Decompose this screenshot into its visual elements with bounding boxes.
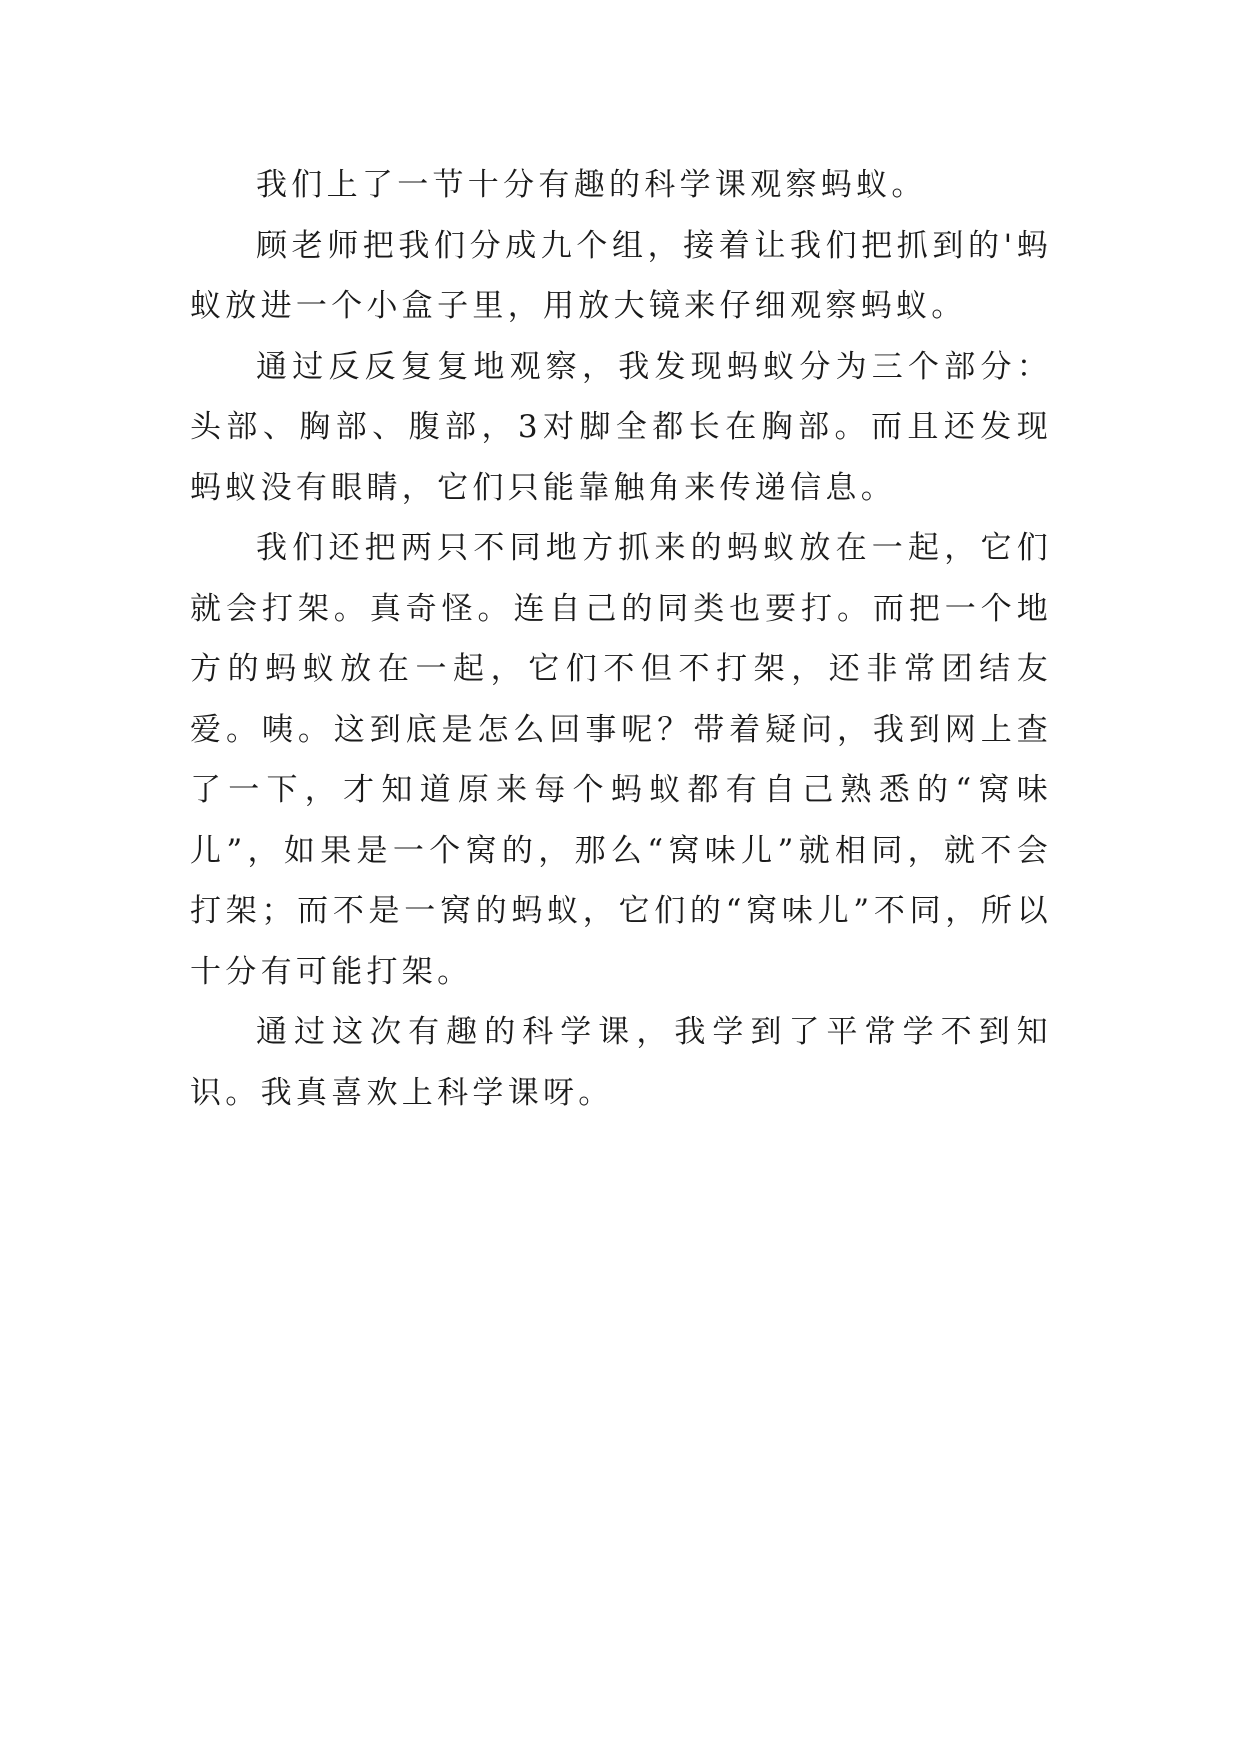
paragraph-5: 通过这次有趣的科学课，我学到了平常学不到知识。我真喜欢上科学课呀。 — [190, 1014, 1052, 1111]
paragraph-4: 我们还把两只不同地方抓来的蚂蚁放在一起，它们就会打架。真奇怪。连自己的同类也要打。而把一个地方的蚂蚁放在一起，它们不但不打架，还非常团结友爱。咦。这到底是怎么回事呢？带着疑问，我到网上查了一下，才知道原来每个蚂蚁都有自己熟悉的“窝味儿”，如果是一个窝的，那么“窝味儿”就相同，就不会打架；而不是一窝的蚂蚁，它们的“窝味儿”不同，所以十分有可能打架。 — [190, 530, 1052, 990]
document-body — [190, 155, 1052, 1123]
paragraph-1: 我们上了一节十分有趣的科学课观察蚂蚁。 — [256, 167, 927, 203]
paragraph-3: 通过反反复复地观察，我发现蚂蚁分为三个部分：头部、胸部、腹部，3对脚全都长在胸部。而且还发现蚂蚁没有眼睛，它们只能靠触角来传递信息。 — [190, 348, 1052, 506]
paragraph-2: 顾老师把我们分成九个组，接着让我们把抓到的'蚂蚁放进一个小盒子里，用放大镜来仔细观察蚂蚁。 — [190, 227, 1052, 324]
